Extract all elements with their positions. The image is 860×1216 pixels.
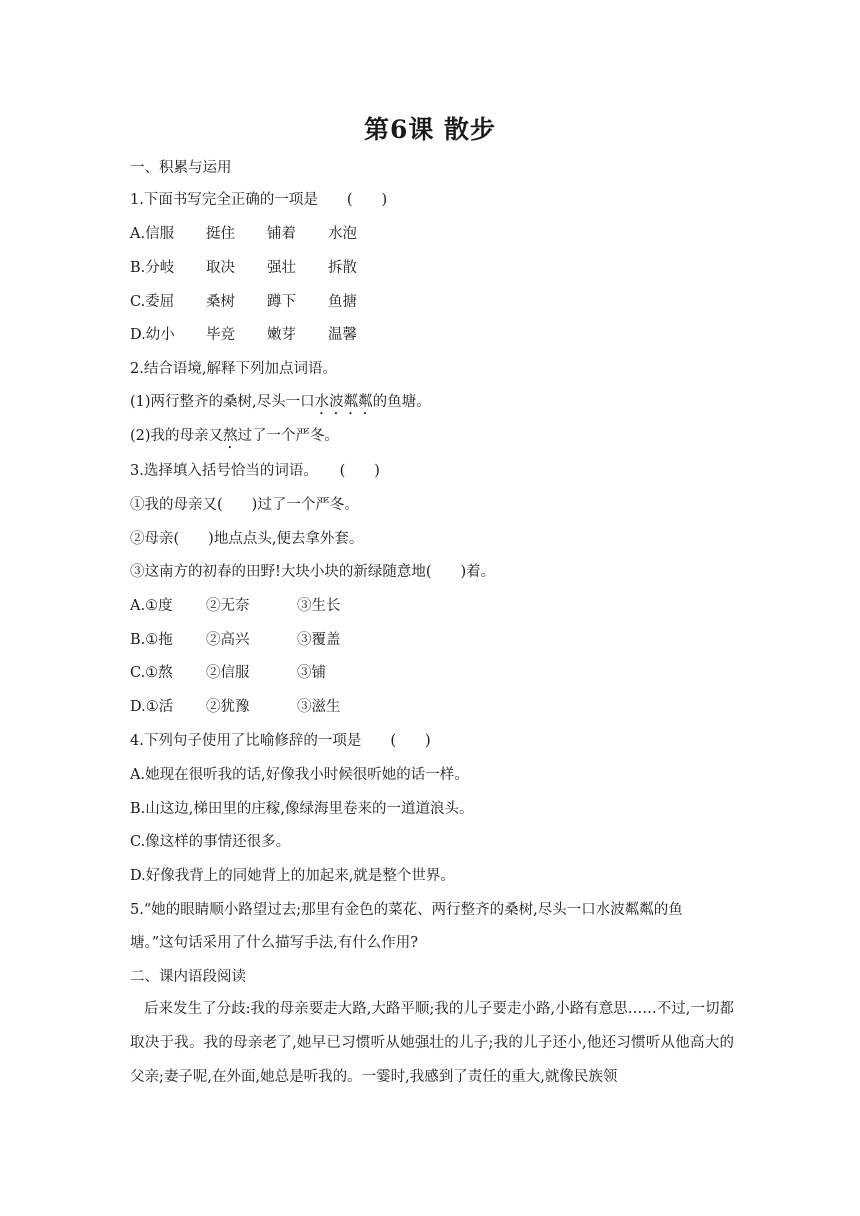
q3-option-a: A.①度 ②无奈 ③生长 (130, 598, 341, 614)
q4-option-c: C.像这样的事情还很多。 (130, 834, 291, 850)
question-2-stem: 2.结合语境,解释下列加点词语。 (130, 361, 337, 377)
q1-option-c: C.委屈 桑树 蹲下 鱼搪 (130, 294, 357, 310)
lesson-title: 第6课 散步 (363, 115, 497, 144)
q2-sentence-2: (2)我的母亲又熬过了一个严冬。 (130, 428, 340, 444)
dotted-word: 熬 (223, 428, 238, 444)
q3-sentence-1: ①我的母亲又( )过了一个严冬。 (130, 497, 359, 513)
q4-option-a: A.她现在很听我的话,好像我小时候很听她的话一样。 (130, 767, 469, 783)
section-heading-1: 一、积累与运用 (130, 160, 232, 176)
q3-sentence-3: ③这南方的初春的田野!大块小块的新绿随意地( )着。 (130, 564, 496, 580)
q1-option-d: D.幼小 毕竞 嫩芽 温馨 (130, 327, 357, 343)
section-heading-2: 二、课内语段阅读 (130, 969, 246, 985)
q2-sentence-1: (1)两行整齐的桑树,尽头一口水波粼粼的鱼塘。 (130, 394, 431, 410)
question-5-line-1: 5.“她的眼睛顺小路望过去;那里有金色的菜花、两行整齐的桑树,尽头一口水波粼粼的鱼 (130, 902, 683, 918)
question-5-line-2: 塘。”这句话采用了什么描写手法,有什么作用? (130, 935, 419, 951)
q3-option-b: B.①拖 ②高兴 ③覆盖 (130, 632, 341, 648)
q3-sentence-2: ②母亲( )地点点头,便去拿外套。 (130, 531, 364, 547)
q1-option-b: B.分岐 取决 强壮 拆散 (130, 260, 357, 276)
question-1-stem: 1.下面书写完全正确的一项是 ( ) (130, 192, 388, 208)
q3-option-d: D.①活 ②犹豫 ③滋生 (130, 699, 341, 715)
question-3-stem: 3.选择填入括号恰当的词语。 ( ) (130, 463, 380, 479)
question-4-stem: 4.下列句子使用了比喻修辞的一项是 ( ) (130, 733, 431, 749)
q1-option-a: A.信服 挺住 铺着 水泡 (130, 226, 357, 242)
q4-option-b: B.山这边,梯田里的庄稼,像绿海里卷来的一道道浪头。 (130, 801, 474, 817)
dotted-word: 水波粼粼 (314, 394, 373, 410)
reading-passage: 后来发生了分歧:我的母亲要走大路,大路平顺;我的儿子要走小路,小路有意思……不过,一切都取决于我。我的母亲老了,她早已习惯听从她强壮的儿子;我的儿子还小,他还习惯听从他高大的父亲;妻子呢,在外面,她总是听我的。一霎时,我感到了责任的重大,就像民族领 (130, 1001, 734, 1085)
q4-option-d: D.好像我背上的同她背上的加起来,就是整个世界。 (130, 868, 455, 884)
q3-option-c: C.①熬 ②信服 ③铺 (130, 665, 326, 681)
